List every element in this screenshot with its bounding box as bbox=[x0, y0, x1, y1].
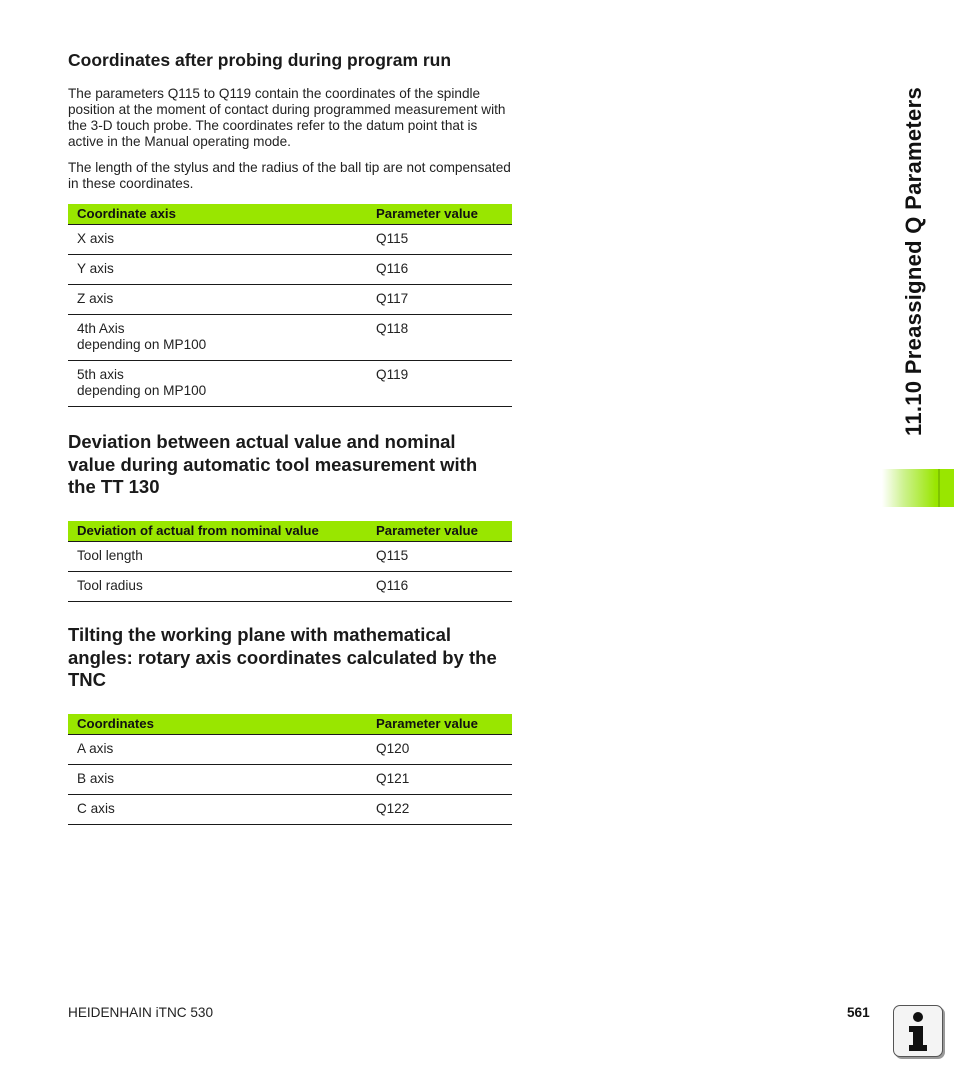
row-label-line: Tool radius bbox=[77, 578, 143, 593]
column-header-parameter-value: Parameter value bbox=[376, 521, 512, 542]
row-label bbox=[68, 572, 376, 602]
heading-line: value during automatic tool measurement with bbox=[68, 453, 478, 475]
heading-line: TNC bbox=[68, 669, 107, 690]
row-label bbox=[68, 765, 376, 795]
section-heading-tilting-plane bbox=[68, 624, 512, 692]
heading-line: the TT 130 bbox=[68, 476, 160, 497]
row-label-line: depending on MP100 bbox=[77, 337, 207, 352]
row-label bbox=[68, 795, 376, 825]
row-label bbox=[68, 285, 376, 315]
heading-line: Tilting the working plane with mathematical bbox=[68, 624, 452, 645]
table-row bbox=[68, 361, 512, 407]
row-label bbox=[68, 735, 376, 765]
row-parameter-value: Q119 bbox=[376, 361, 512, 407]
coordinate-axis-table bbox=[68, 204, 512, 407]
row-parameter-value: Q116 bbox=[376, 255, 512, 285]
row-parameter-value: Q117 bbox=[376, 285, 512, 315]
column-header-deviation: Deviation of actual from nominal value bbox=[68, 521, 376, 542]
chapter-tab-edge bbox=[938, 469, 940, 507]
heading-line: Deviation between actual value and nominal bbox=[68, 431, 456, 452]
column-header-parameter-value: Parameter value bbox=[376, 204, 512, 225]
chapter-side-title: 11.10 Preassigned Q Parameters bbox=[901, 87, 926, 436]
info-icon bbox=[893, 1005, 943, 1057]
row-label-line: Z axis bbox=[77, 291, 114, 306]
rotary-axis-table bbox=[68, 714, 512, 825]
row-label bbox=[68, 361, 376, 407]
row-parameter-value: Q115 bbox=[376, 225, 512, 255]
table-row bbox=[68, 795, 512, 825]
compensation-note-paragraph: The length of the stylus and the radius of the ball tip are not compensated in these coordinates. bbox=[68, 160, 511, 191]
tool-deviation-table bbox=[68, 521, 512, 602]
row-label-line: 5th axis bbox=[77, 367, 124, 382]
row-label bbox=[68, 255, 376, 285]
row-parameter-value: Q115 bbox=[376, 542, 512, 572]
footer-manual-name: HEIDENHAIN iTNC 530 bbox=[68, 1005, 214, 1020]
section-heading-probing-coordinates: Coordinates after probing during program run bbox=[68, 50, 452, 70]
table-row bbox=[68, 735, 512, 765]
table-header-row bbox=[68, 714, 512, 735]
row-label-line: X axis bbox=[77, 231, 115, 246]
table-row bbox=[68, 315, 512, 361]
row-label bbox=[68, 542, 376, 572]
section-heading-tool-deviation bbox=[68, 431, 512, 499]
page-number: 561 bbox=[847, 1005, 870, 1020]
row-parameter-value: Q116 bbox=[376, 572, 512, 602]
row-parameter-value: Q120 bbox=[376, 735, 512, 765]
row-parameter-value: Q122 bbox=[376, 795, 512, 825]
column-header-parameter-value: Parameter value bbox=[376, 714, 512, 735]
row-label-line: Tool length bbox=[77, 548, 143, 563]
heading-line: angles: rotary axis coordinates calculated by the bbox=[68, 646, 497, 668]
table-header-row bbox=[68, 521, 512, 542]
row-label-line: B axis bbox=[77, 771, 115, 786]
table-row bbox=[68, 285, 512, 315]
row-label-line: A axis bbox=[77, 741, 114, 756]
row-label bbox=[68, 225, 376, 255]
column-header-coordinates: Coordinates bbox=[68, 714, 376, 735]
table-row bbox=[68, 255, 512, 285]
info-icon-glyph bbox=[894, 1006, 942, 1056]
row-label-line: 4th Axis bbox=[77, 321, 125, 336]
row-label-line: Y axis bbox=[77, 261, 114, 276]
table-row bbox=[68, 542, 512, 572]
chapter-tab-marker bbox=[882, 469, 954, 507]
table-row bbox=[68, 225, 512, 255]
row-parameter-value: Q121 bbox=[376, 765, 512, 795]
column-header-coordinate-axis: Coordinate axis bbox=[68, 204, 376, 225]
table-row bbox=[68, 765, 512, 795]
table-header-row bbox=[68, 204, 512, 225]
row-label-line: C axis bbox=[77, 801, 115, 816]
row-label-line: depending on MP100 bbox=[77, 383, 207, 398]
table-row bbox=[68, 572, 512, 602]
probing-description-paragraph: The parameters Q115 to Q119 contain the coordinates of the spindle position at the moment of contact during programmed measurement with the 3-D touch probe. The coordinates refer to the datum point that is active in the Manual operating mode. bbox=[68, 86, 506, 149]
row-parameter-value: Q118 bbox=[376, 315, 512, 361]
row-label bbox=[68, 315, 376, 361]
